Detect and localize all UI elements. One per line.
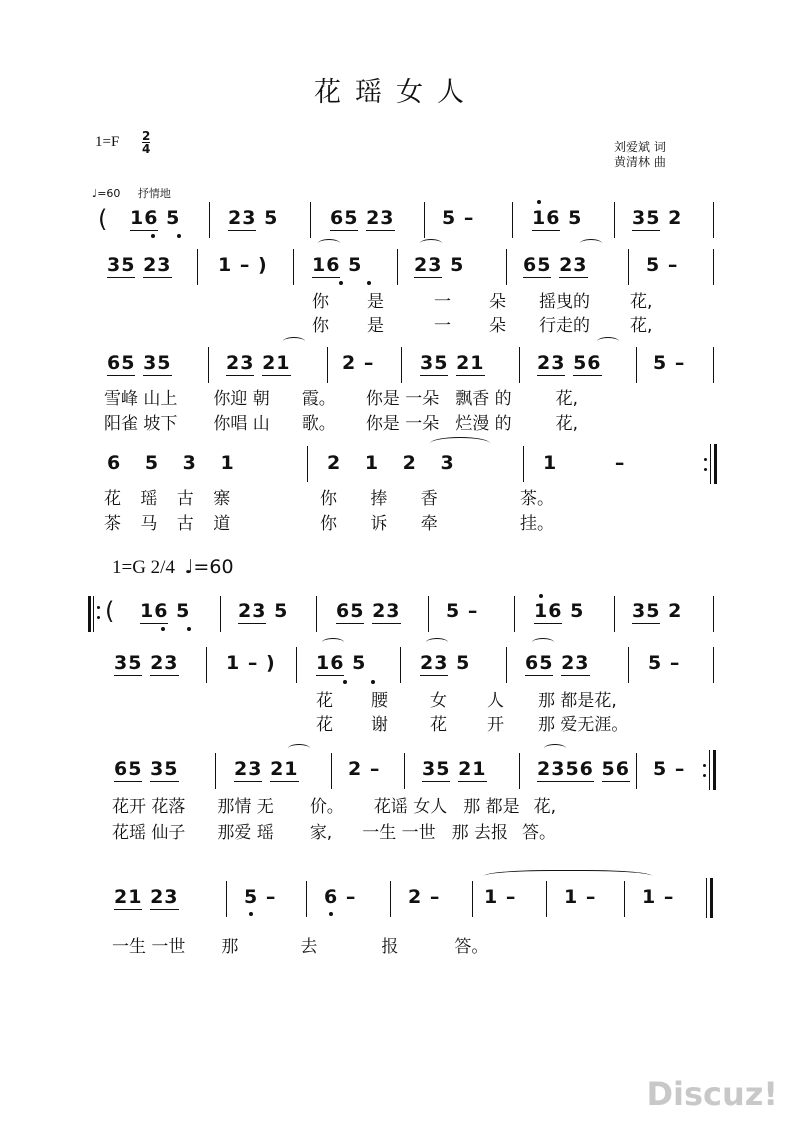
measure-1: 16 5 <box>130 207 181 229</box>
watermark: Discuz! <box>646 1075 778 1113</box>
lyric-row-2a: 你 是 一 朵 摇曳的 花, <box>312 292 653 312</box>
measure-25: 5 – <box>446 600 479 622</box>
song-title: 花瑶女人 <box>314 77 478 108</box>
time-signature: $\frac{2}{4}$ <box>142 129 151 156</box>
measure-38: 2356 56 <box>537 758 630 780</box>
measure-46: 1 – <box>642 886 675 908</box>
measure-21: 1 – <box>543 452 626 474</box>
measure-31: 23 5 <box>420 652 471 674</box>
lyric-row-6b: 花 谢 花 开 那 爱无涯。 <box>316 715 629 735</box>
measure-43: 2 – <box>408 886 441 908</box>
measure-34: 65 35 <box>114 758 179 780</box>
measure-23: 23 5 <box>238 600 289 622</box>
measure-27: 35 2 <box>632 600 683 622</box>
measure-7: 35 23 <box>107 254 172 276</box>
measure-17: 23 56 <box>537 352 602 374</box>
lyric-row-3b: 阳雀 坡下 你唱 山 歌。 你是 一朵 烂漫 的 花, <box>104 414 579 434</box>
measure-45: 1 – <box>564 886 597 908</box>
lyric-row-6a: 花 腰 女 人 那 都是花, <box>316 691 617 711</box>
measure-41: 5 – <box>244 886 277 908</box>
open-paren: ( <box>98 205 109 233</box>
measure-40: 21 23 <box>114 886 179 908</box>
measure-35: 23 21 <box>234 758 299 780</box>
measure-42: 6 – <box>324 886 357 908</box>
measure-6: 35 2 <box>632 207 683 229</box>
measure-30: 16 5 <box>316 652 367 674</box>
measure-26: 16 5 <box>534 600 585 622</box>
measure-39: 5 – <box>653 758 686 780</box>
key-signature: 1=F <box>95 134 120 150</box>
measure-15: 2 – <box>342 352 375 374</box>
lyric-row-7b: 花瑶 仙子 那爱 瑶 家, 一生 一世 那 去报 答。 <box>112 823 557 843</box>
measure-28: 35 23 <box>114 652 179 674</box>
open-paren-2: ( <box>105 597 116 625</box>
measure-11: 65 23 <box>523 254 588 276</box>
measure-2: 23 5 <box>228 207 279 229</box>
measure-33: 5 – <box>648 652 681 674</box>
section2-key: 1=G 2/4 ♩=60 <box>112 556 234 578</box>
lyric-row-7a: 花开 花落 那情 无 价。 花谣 女人 那 都是 花, <box>112 797 557 817</box>
measure-29: 1 – ) <box>226 652 276 674</box>
measure-37: 35 21 <box>422 758 487 780</box>
measure-14: 23 21 <box>226 352 291 374</box>
measure-20: 2 1 2 3 <box>327 452 455 474</box>
measure-24: 65 23 <box>336 600 401 622</box>
lyric-row-3a: 雪峰 山上 你迎 朝 霞。 你是 一朵 飘香 的 花, <box>104 389 579 409</box>
measure-5: 16 5 <box>532 207 583 229</box>
measure-3: 65 23 <box>330 207 395 229</box>
lyric-row-2b: 你 是 一 朵 行走的 花, <box>312 316 653 336</box>
composer: 黄清林 曲 <box>614 155 666 169</box>
measure-12: 5 – <box>646 254 679 276</box>
measure-36: 2 – <box>348 758 381 780</box>
credits <box>614 140 666 170</box>
measure-4: 5 – <box>442 207 475 229</box>
measure-16: 35 21 <box>420 352 485 374</box>
measure-32: 65 23 <box>525 652 590 674</box>
measure-22: 16 5 <box>140 600 191 622</box>
lyric-row-4a: 花 瑶 古 寨 你 捧 香 茶。 <box>104 489 554 509</box>
lyric-row-8: 一生 一世 那 去 报 答。 <box>112 937 489 957</box>
tempo-marking: ♩=60 抒情地 <box>92 187 171 200</box>
measure-10: 23 5 <box>414 254 465 276</box>
measure-13: 65 35 <box>107 352 172 374</box>
measure-44: 1 – <box>484 886 517 908</box>
lyricist: 刘爱斌 词 <box>614 140 666 154</box>
measure-8: 1 – ) <box>218 254 268 276</box>
measure-18: 5 – <box>653 352 686 374</box>
lyric-row-4b: 茶 马 古 道 你 诉 牵 挂。 <box>104 514 554 534</box>
measure-9: 16 5 <box>312 254 363 276</box>
measure-19: 6 5 3 1 <box>107 452 235 474</box>
